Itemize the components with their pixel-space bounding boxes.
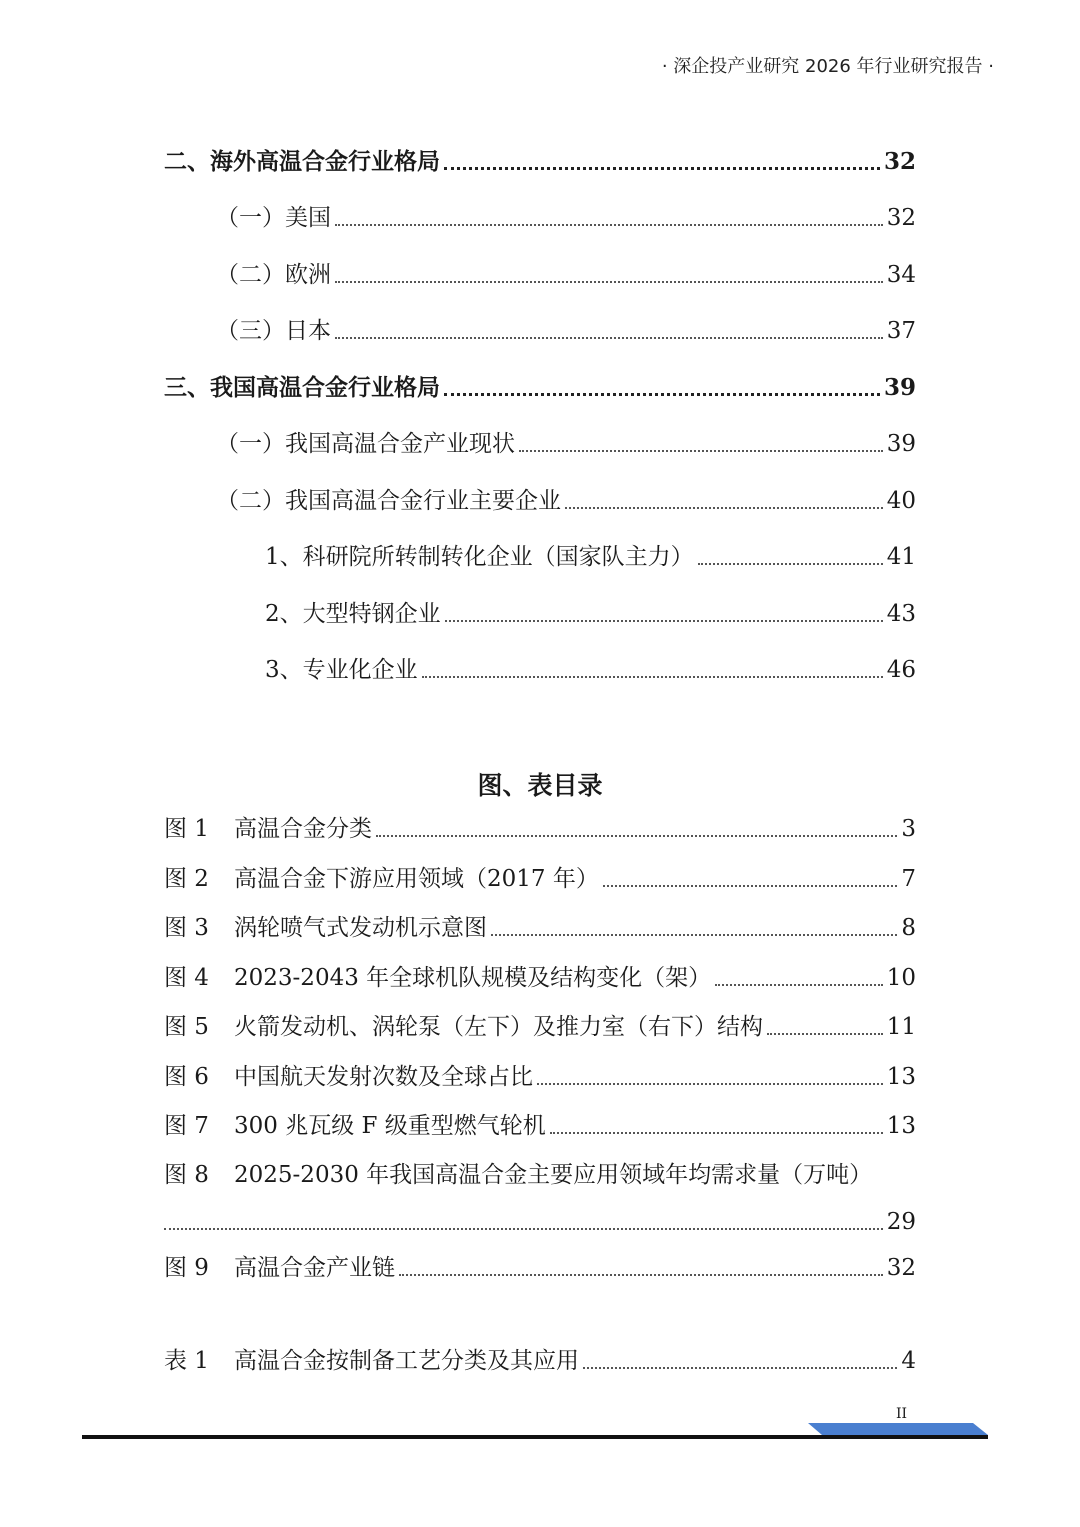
toc-entry[interactable] [216,482,916,516]
toc-entry-label: （一）我国高温合金产业现状 [216,431,515,457]
figure-title: 中国航天发射次数及全球占比 [234,1064,533,1090]
figure-title: 2023-2043 年全球机队规模及结构变化（架） [234,965,712,991]
toc-entry[interactable] [216,199,916,233]
toc-entry-label: （一）美国 [216,205,331,231]
figure-number: 图 4 [164,965,209,991]
toc-entry[interactable] [265,651,916,685]
figure-page: 32 [886,1255,916,1281]
figure-title: 高温合金产业链 [234,1255,395,1281]
figure-page: 11 [886,1014,916,1040]
toc-entry-label: （二）我国高温合金行业主要企业 [216,488,561,514]
figure-entry[interactable] [164,1249,916,1283]
footer-accent-bar [808,1423,988,1435]
toc-entry-page: 32 [883,148,916,175]
toc-entry[interactable] [216,312,916,346]
dot-leader [444,393,880,396]
toc-entry-label: 二、海外高温合金行业格局 [164,148,440,175]
figure-page: 13 [886,1064,916,1090]
page-number: II [896,1406,908,1422]
figure-number: 图 1 [164,816,209,842]
figure-page: 13 [886,1113,916,1139]
figure-page: 7 [901,866,916,892]
toc-entry-label: （三）日本 [216,318,331,344]
dot-leader [335,337,883,339]
figure-number: 图 7 [164,1113,209,1139]
dot-leader [376,835,897,837]
toc-entry[interactable] [265,595,916,629]
table-entry[interactable] [164,1342,916,1376]
dot-leader [565,507,883,509]
toc-entry-page: 46 [886,657,916,683]
figure-title: 300 兆瓦级 F 级重型燃气轮机 [234,1113,546,1139]
dot-leader [335,281,883,283]
toc-entry-page: 37 [886,318,916,344]
table-page: 4 [901,1348,916,1374]
figure-entry[interactable] [164,1058,916,1092]
dot-leader [444,167,880,170]
toc-entry-label: 3、专业化企业 [265,657,418,683]
dot-leader [537,1083,883,1085]
figure-number: 图 6 [164,1064,209,1090]
toc-entry-label: 2、大型特钢企业 [265,601,441,627]
figure-number: 图 9 [164,1255,209,1281]
toc-entry[interactable] [265,538,916,572]
toc-entry-page: 39 [886,431,916,457]
footer-rule [82,1435,988,1439]
toc-entry-label: （二）欧洲 [216,262,331,288]
figures-tables-title: 图、表目录 [477,771,603,800]
figure-title: 火箭发动机、涡轮泵（左下）及推力室（右下）结构 [234,1014,763,1040]
toc-entry[interactable] [216,425,916,459]
dot-leader [519,450,883,452]
figure-page: 8 [901,915,916,941]
figure-title: 涡轮喷气式发动机示意图 [234,915,487,941]
figure-title: 高温合金下游应用领域（2017 年） [234,866,599,892]
figure-number: 图 3 [164,915,209,941]
table-title: 高温合金按制备工艺分类及其应用 [234,1348,579,1374]
figure-title: 高温合金分类 [234,816,372,842]
table-number: 表 1 [164,1348,209,1374]
toc-entry-page: 43 [886,601,916,627]
dot-leader [550,1132,883,1134]
figure-entry[interactable] [164,1107,916,1141]
dot-leader [715,984,883,986]
toc-entry-page: 40 [886,488,916,514]
dot-leader [445,620,883,622]
dot-leader [583,1367,897,1369]
figure-title: 2025-2030 年我国高温合金主要应用领域年均需求量（万吨） [234,1162,873,1188]
figure-number: 图 2 [164,866,209,892]
dot-leader [491,934,897,936]
figure-page: 3 [901,816,916,842]
toc-entry-page: 39 [883,374,916,401]
figure-entry[interactable] [164,959,916,993]
figure-entry[interactable] [164,1008,916,1042]
figure-entry[interactable] [164,909,916,943]
running-header: · 深企投产业研究 2026 年行业研究报告 · [661,56,994,77]
figure-number: 图 5 [164,1014,209,1040]
dot-leader [603,885,898,887]
toc-entry[interactable] [164,369,916,403]
dot-leader [335,224,883,226]
footer-accent-shape [808,1423,988,1435]
toc-entry-label: 三、我国高温合金行业格局 [164,374,440,401]
figure-page: 29 [886,1209,916,1235]
figure-entry[interactable] [164,1156,924,1190]
figure-entry[interactable] [164,810,916,844]
toc-entry[interactable] [164,143,916,177]
figure-number: 图 8 [164,1162,209,1188]
dot-leader [164,1228,883,1230]
toc-entry[interactable] [216,256,916,290]
dot-leader [422,676,883,678]
figure-entry-continuation[interactable] [164,1203,916,1237]
dot-leader [698,563,883,565]
figure-page: 10 [886,965,916,991]
dot-leader [767,1033,883,1035]
figure-entry[interactable] [164,860,916,894]
toc-entry-page: 41 [886,544,916,570]
toc-entry-page: 34 [886,262,916,288]
toc-entry-label: 1、科研院所转制转化企业（国家队主力） [265,544,694,570]
dot-leader [399,1274,883,1276]
toc-entry-page: 32 [886,205,916,231]
